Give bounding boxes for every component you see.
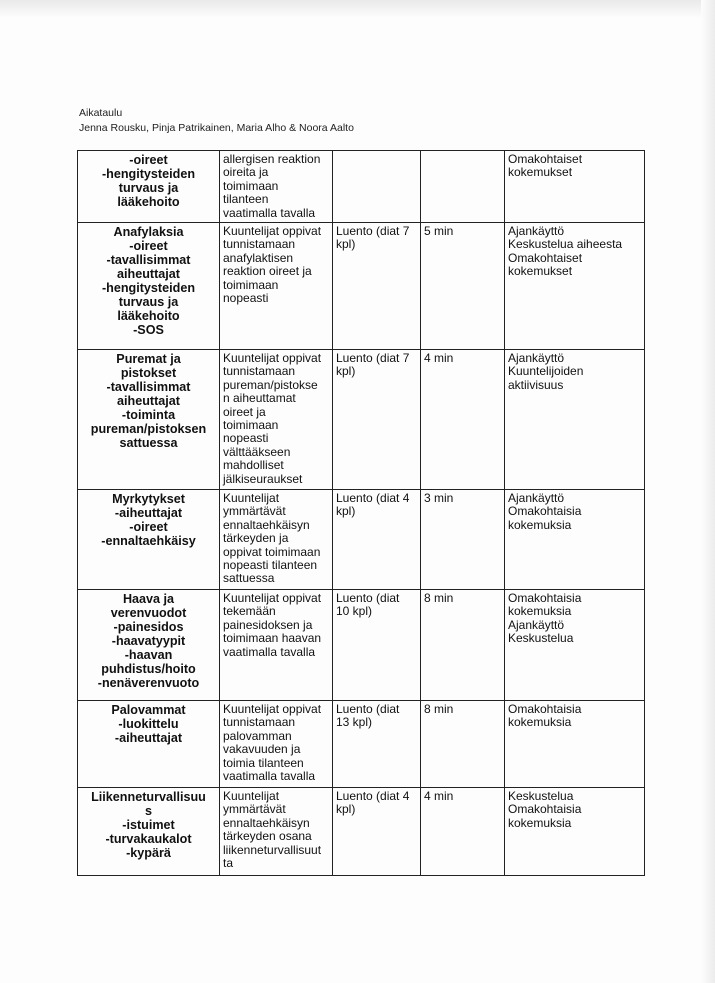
table-row [78, 590, 645, 701]
cell-line: ymmärtävät [223, 802, 286, 817]
cell-line: tilanteen [223, 192, 269, 207]
cell-line: ymmärtävät [223, 504, 286, 519]
time-cell [421, 151, 505, 223]
cell-line: Luento (diat 4 [336, 491, 410, 505]
cell-line: Puremat ja [116, 352, 181, 366]
topic-cell [78, 223, 220, 350]
cell-line: Kuuntelijat oppivat [223, 591, 322, 605]
cell-line: pistokset [120, 366, 177, 380]
cell-line: 4 min [424, 789, 454, 803]
cell-line: -luokittelu [118, 717, 179, 731]
activity-cell [505, 590, 645, 701]
cell-line: nopeasti [223, 291, 269, 306]
cell-line: Haava ja [122, 592, 175, 606]
cell-line: Ajankäyttö [508, 491, 565, 505]
cell-line: Kuuntelijat oppivat [223, 702, 322, 716]
cell-line: -haavatyypit [111, 634, 186, 648]
cell-line: toimimaan [223, 178, 279, 193]
cell-line: 8 min [424, 702, 454, 716]
cell-line: ta [223, 856, 234, 871]
cell-line: -oireet [129, 520, 168, 534]
cell-line: tärkeyden osana [223, 829, 312, 844]
time-cell [421, 701, 505, 788]
topic-cell [78, 151, 220, 223]
cell-line: nopeasti tilanteen [223, 558, 318, 573]
cell-line: -oireet [129, 153, 168, 167]
cell-line: kokemukset [508, 264, 573, 279]
cell-line: kokemuksia [508, 517, 572, 532]
table-row [78, 350, 645, 490]
topic-cell [78, 701, 220, 788]
cell-line: Luento (diat 7 [336, 224, 410, 238]
activity-cell [505, 151, 645, 223]
cell-line: toimimaan [223, 418, 279, 433]
cell-line: -aiheuttajat [114, 731, 183, 745]
header-authors: Jenna Rousku, Pinja Patrikainen, Maria Alho & Noora Aalto [79, 122, 354, 134]
cell-line: toimia tilanteen [223, 755, 304, 770]
cell-line: Palovammat [111, 703, 186, 717]
cell-line: 10 kpl) [336, 604, 373, 619]
cell-line: kokemuksia [508, 815, 572, 830]
method-cell [333, 151, 421, 223]
cell-line: tunnistamaan [223, 237, 296, 252]
cell-line: Luento (diat [336, 702, 400, 716]
cell-line: vaatimalla tavalla [223, 205, 316, 220]
cell-line: anafylaktisen [223, 250, 294, 265]
cell-line: -istuimet [122, 818, 175, 832]
cell-line: tekemään [223, 604, 276, 619]
cell-line: ennaltaehkäisyn [223, 517, 310, 532]
cell-line: turvaus ja [118, 295, 179, 309]
cell-line: Omakohtaisia [508, 591, 582, 605]
cell-line: kokemuksia [508, 715, 572, 730]
method-cell [333, 590, 421, 701]
cell-line: reaktion oireet ja [223, 264, 312, 279]
cell-line: Keskustelua [508, 631, 574, 646]
cell-line: Ajankäyttö [508, 351, 565, 365]
cell-line: 4 min [424, 351, 454, 365]
cell-line: tunnistamaan [223, 364, 296, 379]
cell-line: sattuessa [119, 436, 178, 450]
cell-line: Luento (diat 7 [336, 351, 410, 365]
goal-cell [220, 701, 333, 788]
cell-line: vaatimalla tavalla [223, 769, 316, 784]
table-row [78, 788, 645, 876]
cell-line: painesidoksen ja [223, 617, 313, 632]
header-title: Aikataulu [79, 107, 123, 119]
cell-line: lääkehoito [117, 195, 180, 209]
cell-line: kokemukset [508, 165, 573, 180]
method-cell [333, 223, 421, 350]
cell-line: toimimaan haavan [223, 631, 322, 646]
method-cell [333, 788, 421, 876]
cell-line: -nenäverenvuoto [97, 676, 200, 690]
cell-line: aiheuttajat [117, 267, 180, 281]
cell-line: Omakohtaisia [508, 802, 582, 817]
cell-line: palovamman [223, 728, 292, 743]
cell-line: Omakohtaisia [508, 504, 582, 519]
cell-line: aiheuttajat [117, 394, 180, 408]
document-header [79, 106, 354, 136]
goal-cell [220, 151, 333, 223]
goal-cell [220, 590, 333, 701]
table-row [78, 151, 645, 223]
goal-cell [220, 223, 333, 350]
method-cell [333, 701, 421, 788]
cell-line: puhdistus/hoito [101, 662, 196, 676]
cell-line: Omakohtaisia [508, 702, 582, 716]
method-cell [333, 350, 421, 490]
table-row [78, 223, 645, 350]
scan-shadow-top [0, 0, 715, 18]
cell-line: Keskustelua aiheesta [508, 237, 623, 252]
table-row [78, 701, 645, 788]
cell-line: verenvuodot [110, 606, 187, 620]
cell-line: n aiheuttamat [223, 391, 296, 406]
activity-cell [505, 788, 645, 876]
cell-line: Ajankäyttö [508, 617, 565, 632]
topic-cell [78, 350, 220, 490]
topic-cell [78, 490, 220, 590]
cell-line: Kuuntelijat oppivat [223, 351, 322, 365]
activity-cell [505, 490, 645, 590]
cell-line: -ennaltaehkäisy [101, 534, 196, 548]
time-cell [421, 490, 505, 590]
goal-cell [220, 788, 333, 876]
cell-line: kokemuksia [508, 604, 572, 619]
cell-line: Myrkytykset [112, 492, 185, 506]
cell-line: Anafylaksia [113, 225, 184, 239]
cell-line: tunnistamaan [223, 715, 296, 730]
cell-line: 3 min [424, 491, 454, 505]
cell-line: toimimaan [223, 277, 279, 292]
time-cell [421, 788, 505, 876]
cell-line: -aiheuttajat [114, 506, 183, 520]
cell-line: -turvakaukalot [105, 832, 192, 846]
schedule-table [77, 150, 645, 876]
cell-line: liikenneturvallisuut [223, 842, 322, 857]
time-cell [421, 223, 505, 350]
cell-line: -toiminta [121, 408, 176, 422]
cell-line: s [144, 804, 152, 818]
topic-cell [78, 788, 220, 876]
cell-line: ennaltaehkäisyn [223, 815, 310, 830]
cell-line: -hengitysteiden [101, 281, 196, 295]
cell-line: 5 min [424, 224, 454, 238]
cell-line: -tavallisimmat [106, 380, 191, 394]
cell-line: pureman/pistoksen [90, 422, 207, 436]
cell-line: oireet ja [223, 404, 266, 419]
time-cell [421, 350, 505, 490]
table-row [78, 490, 645, 590]
topic-cell [78, 590, 220, 701]
activity-cell [505, 701, 645, 788]
cell-line: kpl) [336, 504, 356, 519]
cell-line: Ajankäyttö [508, 224, 565, 238]
cell-line: Liikenneturvallisuu [91, 790, 206, 804]
time-cell [421, 590, 505, 701]
cell-line: tärkeyden ja [223, 531, 289, 546]
cell-line: -painesidos [113, 620, 184, 634]
cell-line: Kuuntelijoiden [508, 364, 584, 379]
cell-line: Luento (diat 4 [336, 789, 410, 803]
cell-line: allergisen reaktion [223, 152, 321, 166]
cell-line: -hengitysteiden [101, 167, 196, 181]
cell-line: oppivat toimimaan [223, 544, 321, 559]
cell-line: Omakohtaiset [508, 152, 583, 166]
cell-line: Omakohtaiset [508, 250, 583, 265]
cell-line: turvaus ja [118, 181, 179, 195]
method-cell [333, 490, 421, 590]
cell-line: 13 kpl) [336, 715, 373, 730]
cell-line: Kuuntelijat [223, 491, 280, 505]
cell-line: aktiivisuus [508, 377, 564, 392]
cell-line: lääkehoito [117, 309, 180, 323]
cell-line: kpl) [336, 237, 356, 252]
cell-line: vaatimalla tavalla [223, 644, 316, 659]
goal-cell [220, 350, 333, 490]
cell-line: vakavuuden ja [223, 742, 301, 757]
cell-line: Keskustelua [508, 789, 574, 803]
cell-line: -SOS [133, 323, 164, 337]
cell-line: sattuessa [223, 571, 275, 586]
goal-cell [220, 490, 333, 590]
cell-line: -kypärä [126, 846, 171, 860]
cell-line: Kuuntelijat oppivat [223, 224, 322, 238]
cell-line: jälkiseuraukset [223, 471, 303, 486]
cell-line: nopeasti [223, 431, 269, 446]
cell-line: pureman/pistokse [223, 377, 318, 392]
cell-line: 8 min [424, 591, 454, 605]
schedule-table-body [78, 151, 645, 876]
cell-line: Kuuntelijat [223, 789, 280, 803]
cell-line: kpl) [336, 364, 356, 379]
cell-line: -oireet [129, 239, 168, 253]
cell-line: oireita ja [223, 165, 269, 180]
activity-cell [505, 223, 645, 350]
cell-line: mahdolliset [223, 458, 284, 473]
activity-cell [505, 350, 645, 490]
cell-line: -haavan [124, 648, 173, 662]
cell-line: -tavallisimmat [106, 253, 191, 267]
scan-shadow-right [701, 0, 715, 983]
cell-line: välttääkseen [223, 444, 291, 459]
cell-line: kpl) [336, 802, 356, 817]
cell-line: Luento (diat [336, 591, 400, 605]
